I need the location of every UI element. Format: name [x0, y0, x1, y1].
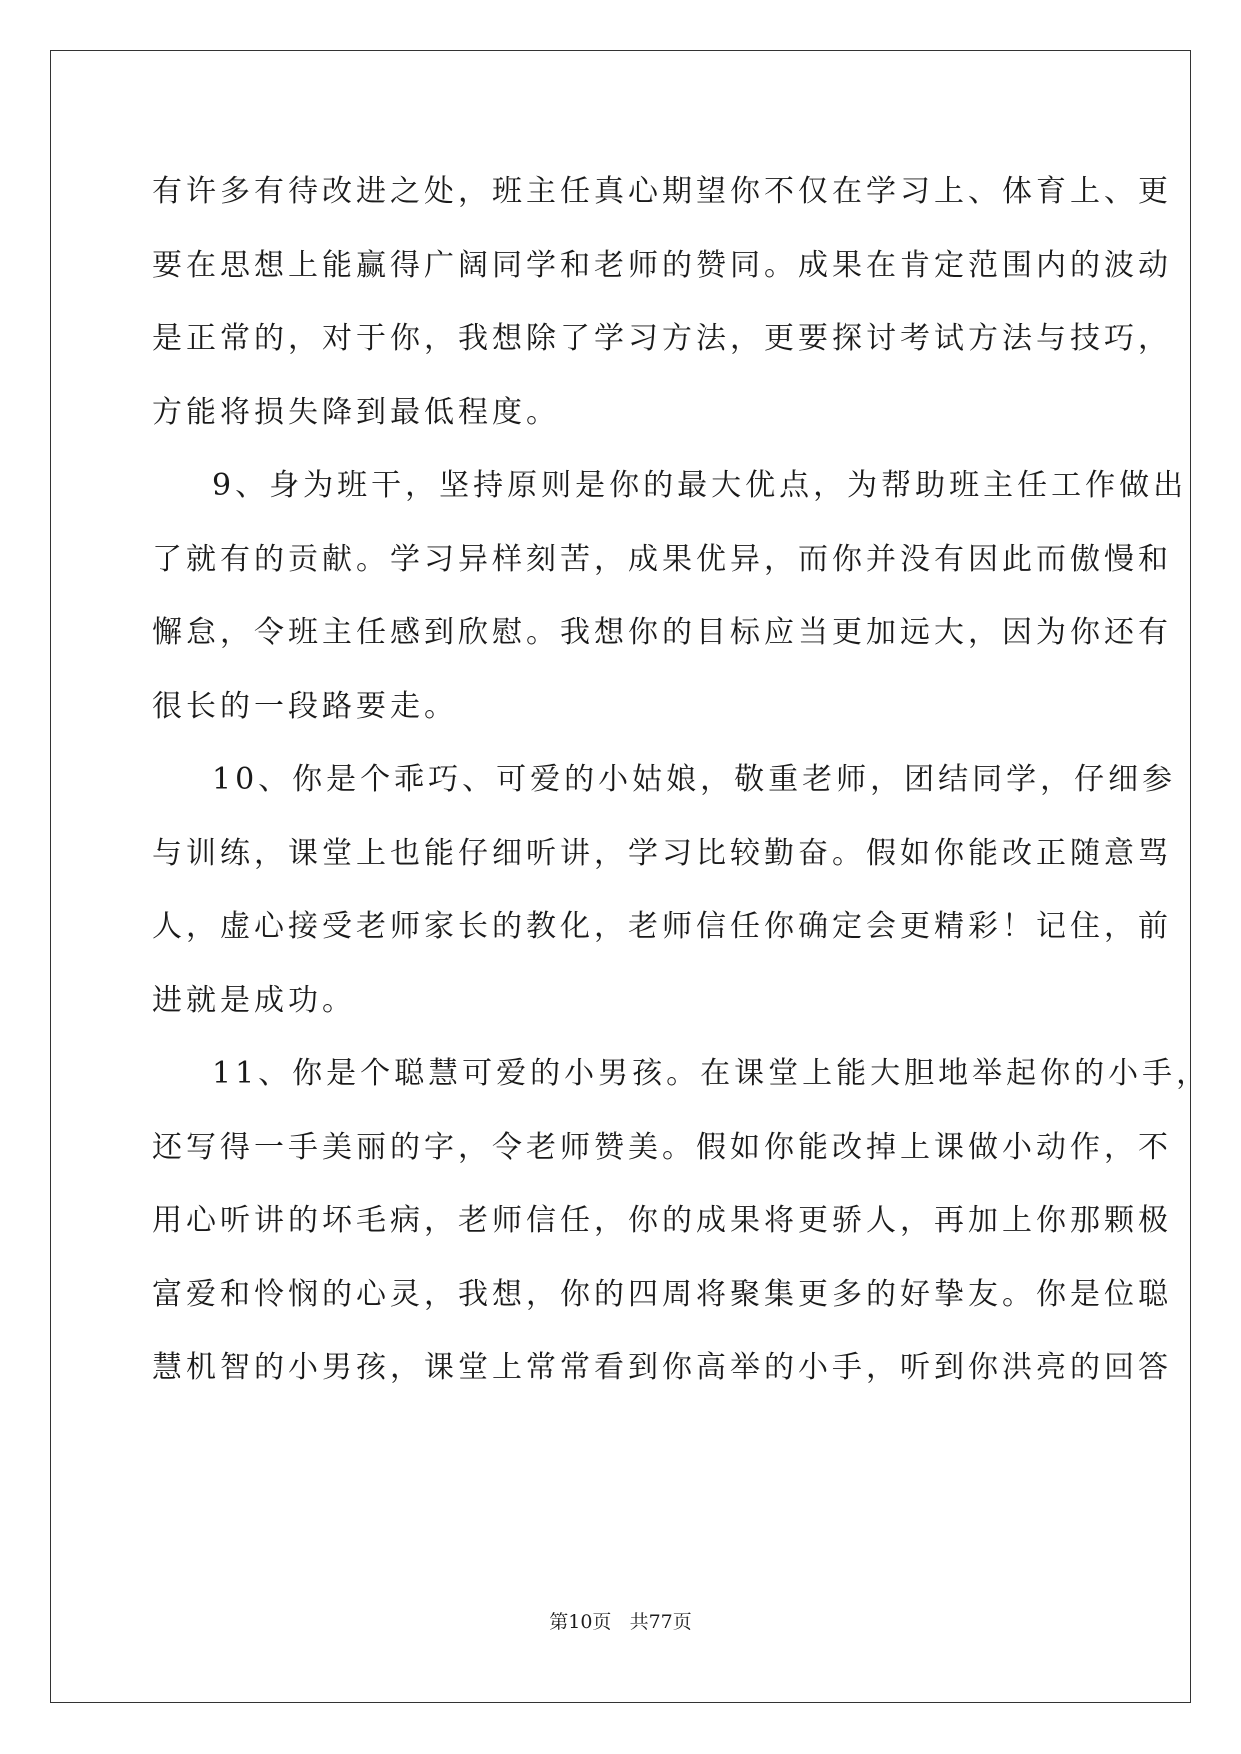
current-page-number: 第10页 — [549, 1611, 612, 1633]
text-line: 人，虚心接受老师家长的教化，老师信任你确定会更精彩！记住，前 — [152, 909, 1172, 944]
text-line: 10、你是个乖巧、可爱的小姑娘，敬重老师，团结同学，仔细参 — [212, 762, 1177, 797]
text-line: 11、你是个聪慧可爱的小男孩。在课堂上能大胆地举起你的小手， — [212, 1056, 1211, 1091]
text-line: 富爱和怜悯的心灵，我想，你的四周将聚集更多的好挚友。你是位聪 — [152, 1276, 1172, 1312]
text-line: 要在思想上能赢得广阔同学和老师的赞同。成果在肯定范围内的波动 — [152, 247, 1172, 283]
text-line: 了就有的贡献。学习异样刻苦，成果优异，而你并没有因此而傲慢和 — [152, 541, 1172, 577]
text-line: 方能将损失降到最低程度。 — [152, 394, 560, 430]
text-line: 9、身为班干，坚持原则是你的最大优点，为帮助班主任工作做出 — [212, 468, 1188, 503]
text-line: 还写得一手美丽的字，令老师赞美。假如你能改掉上课做小动作，不 — [152, 1129, 1172, 1165]
text-line: 慧机智的小男孩，课堂上常常看到你高举的小手，听到你洪亮的回答 — [152, 1350, 1172, 1385]
text-line: 很长的一段路要走。 — [152, 688, 458, 724]
text-line: 与训练，课堂上也能仔细听讲，学习比较勤奋。假如你能改正随意骂 — [152, 835, 1172, 871]
text-line: 是正常的，对于你，我想除了学习方法，更要探讨考试方法与技巧， — [152, 321, 1172, 356]
document-body — [152, 155, 1211, 1405]
text-line: 进就是成功。 — [152, 982, 356, 1018]
total-page-count: 共77页 — [629, 1611, 692, 1633]
text-line: 用心听讲的坏毛病，老师信任，你的成果将更骄人，再加上你那颗极 — [152, 1203, 1172, 1238]
text-line: 有许多有待改进之处，班主任真心期望你不仅在学习上、体育上、更 — [152, 174, 1172, 209]
text-line: 懈怠，令班主任感到欣慰。我想你的目标应当更加远大，因为你还有 — [152, 615, 1172, 650]
page-footer — [0, 1610, 1241, 1634]
